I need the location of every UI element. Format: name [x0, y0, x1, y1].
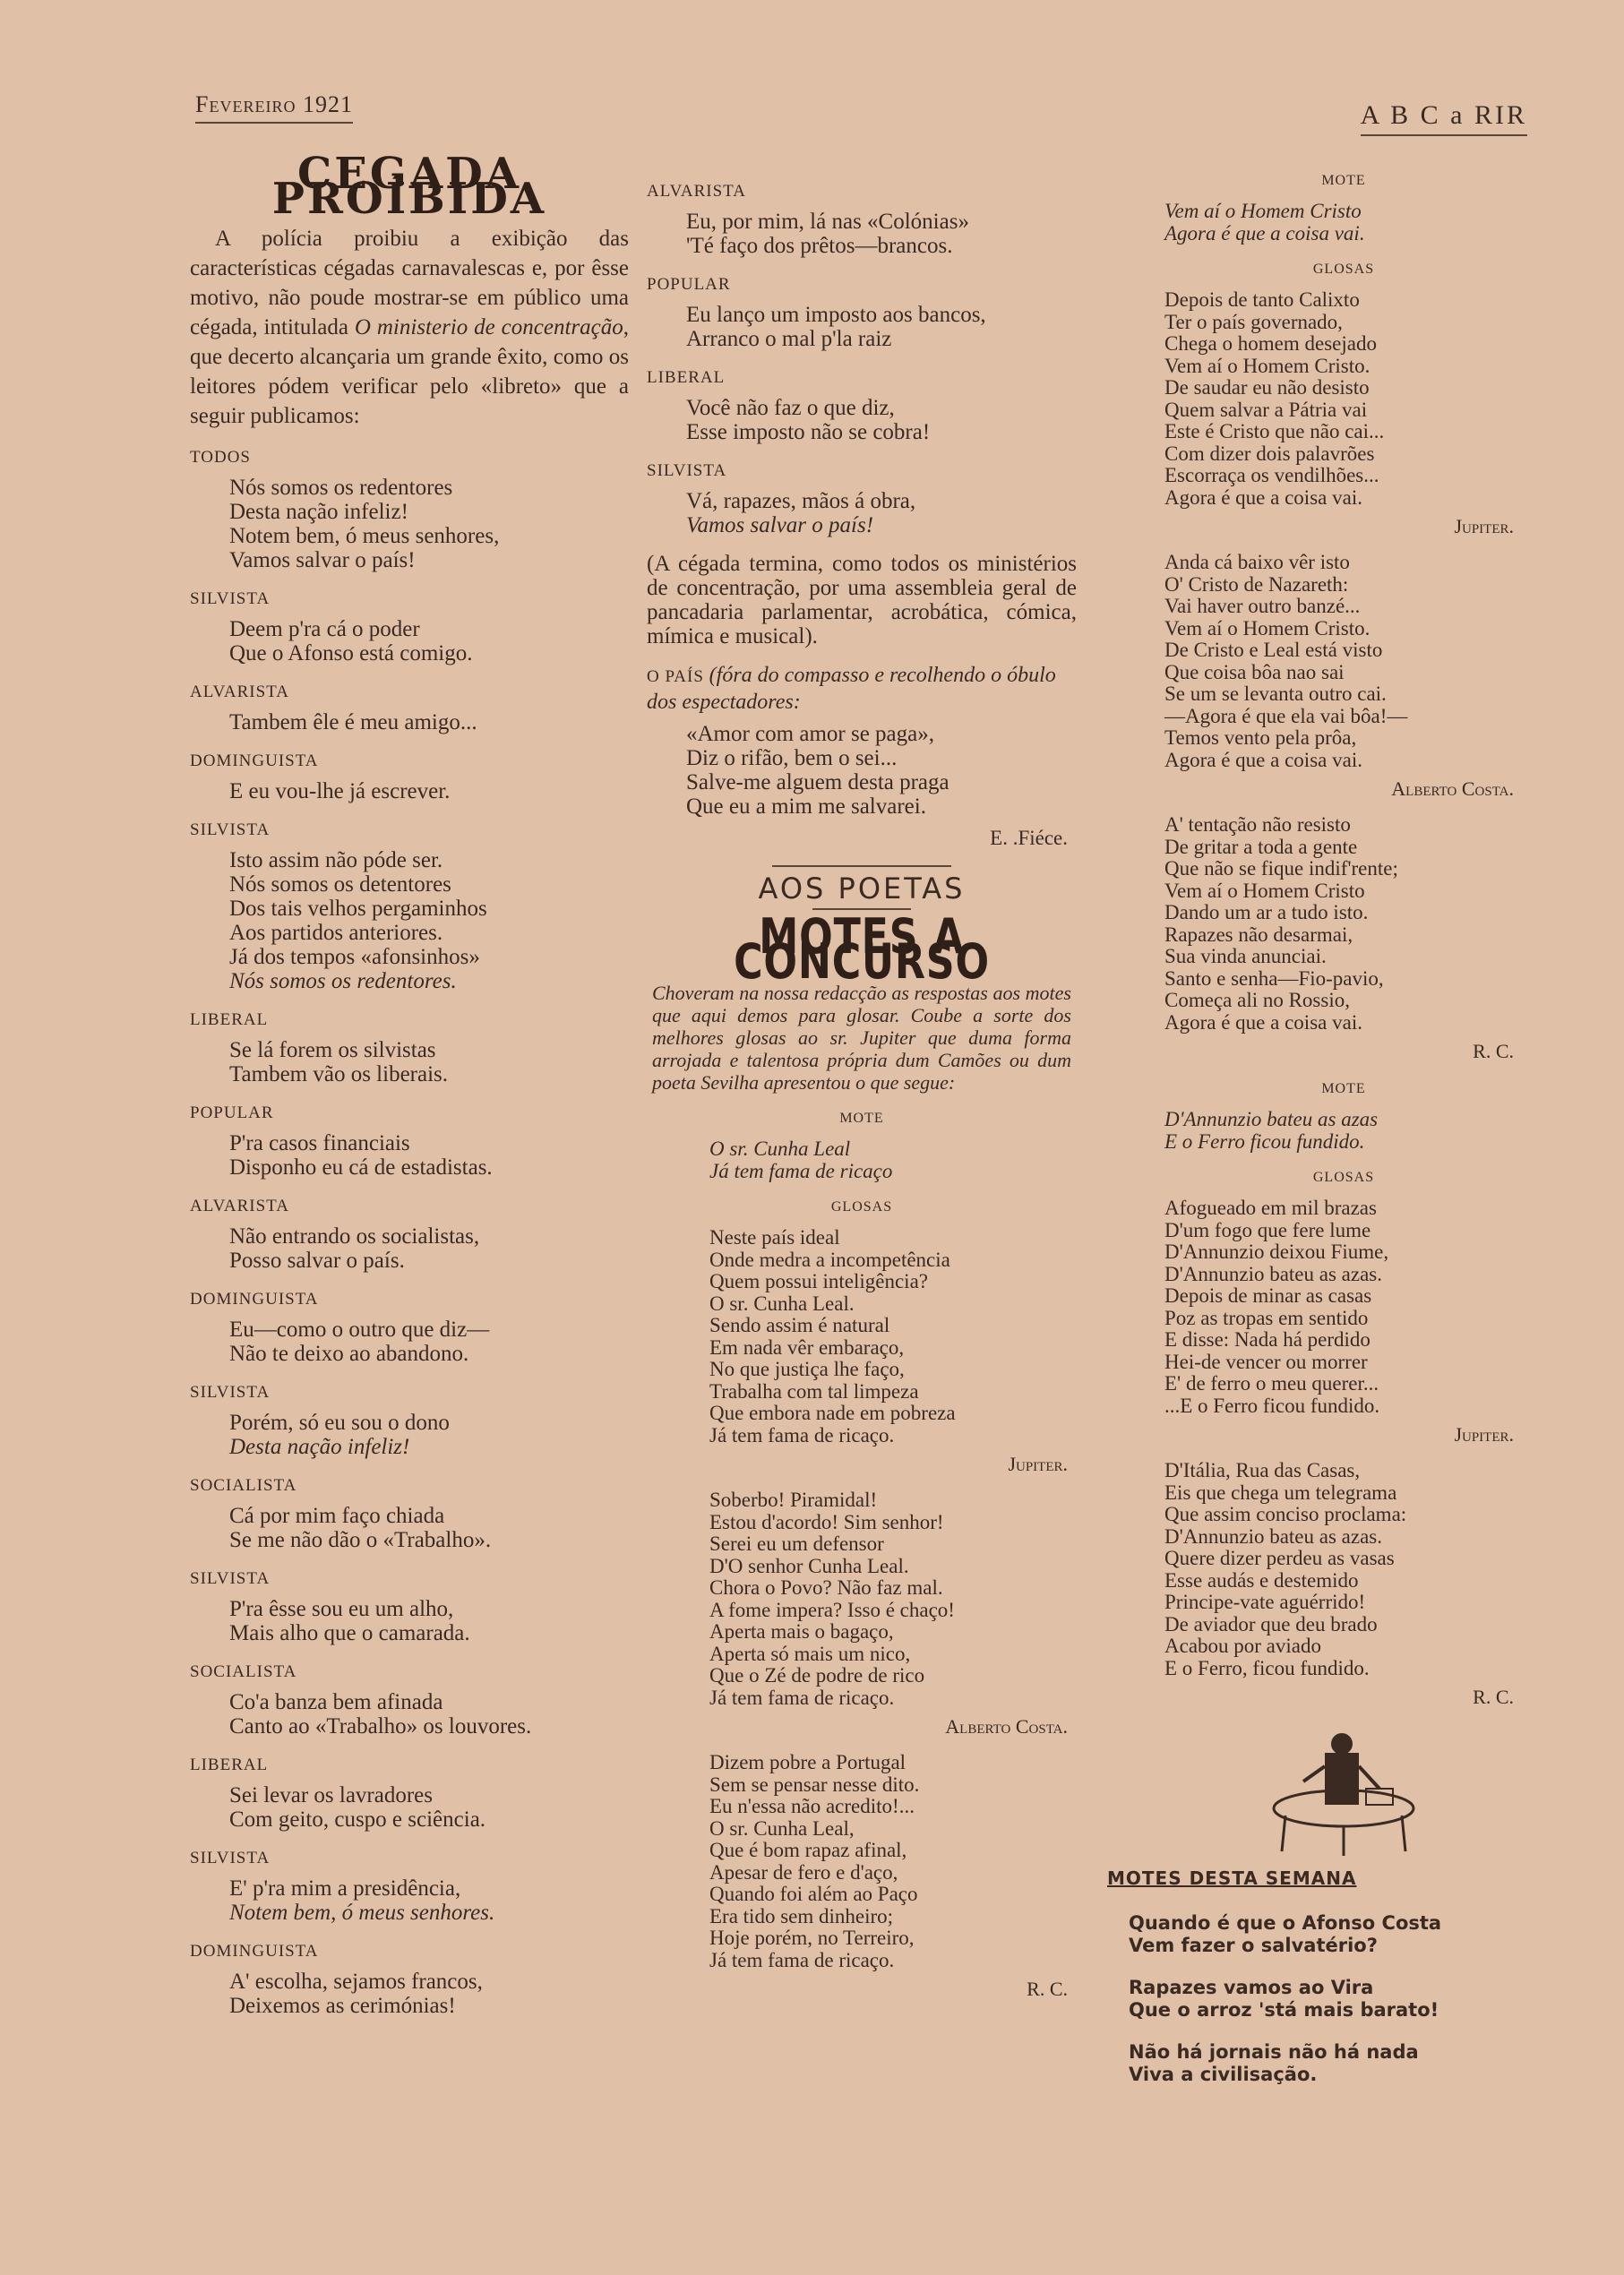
poem-line: Temos vento pela prôa,	[1164, 726, 1357, 749]
glosa-poem	[1164, 814, 1523, 1034]
motes-title: MOTES A CONCURSO	[734, 908, 990, 990]
poem-line: Acabou por aviado	[1164, 1635, 1321, 1657]
poem-line: D'Itália, Rua das Casas,	[1164, 1459, 1361, 1481]
opais-heading: O PAÍS (fóra do compasso e recolhendo o óbulo dos espectadores:	[647, 664, 1056, 714]
poem-line: Já tem fama de ricaço	[709, 1159, 893, 1182]
mote-semana-line: Não há jornais não há nada	[1129, 2041, 1419, 2063]
poem-line: D'Annunzio bateu as azas.	[1164, 1262, 1383, 1285]
poem-line: Estou d'acordo! Sim senhor!	[709, 1510, 944, 1533]
poem-line: Esse audás e destemido	[1164, 1568, 1359, 1592]
verse-block	[229, 476, 629, 572]
poem-line: E o Ferro ficou fundido.	[1164, 1129, 1365, 1153]
speaker-label: ALVARISTA	[190, 1197, 289, 1215]
verse-block	[229, 779, 629, 803]
verse-line: Cá por mim faço chiada	[229, 1504, 445, 1528]
mote-text	[709, 1138, 1077, 1182]
poem-line: De saudar eu não desisto	[1164, 376, 1370, 399]
poem-line: Quem salvar a Pátria vai	[1164, 398, 1368, 421]
verse-line: Que o Afonso está comigo.	[229, 641, 473, 665]
verse-block	[686, 396, 1077, 444]
poem-line: Chega o homem desejado	[1164, 332, 1377, 355]
mote-semana-line: Quando é que o Afonso Costa	[1129, 1912, 1442, 1934]
poem-line: Vai haver outro banzé...	[1164, 595, 1361, 617]
cegada-dialogue-continued	[647, 179, 1077, 537]
poem-line: Se um se levanta outro cai.	[1164, 682, 1387, 705]
glosas-label: GLOSAS	[1312, 1170, 1375, 1185]
verse-line: Desta nação infeliz!	[229, 500, 408, 524]
verse-line: Notem bem, ó meus senhores,	[229, 524, 500, 548]
poem-line: Onde medra a incompetência	[709, 1248, 950, 1271]
poem-line: Vem aí o Homem Cristo	[1164, 200, 1362, 222]
mote-text	[1164, 1109, 1523, 1153]
poem-line: E disse: Nada há perdido	[1164, 1328, 1371, 1351]
glosa-poem	[1164, 289, 1523, 509]
poem-signature: Jupiter.	[1454, 1423, 1514, 1446]
mote-semana-line: Rapazes vamos ao Vira	[1129, 1977, 1374, 1998]
speaker-label: POPULAR	[647, 275, 731, 294]
verse-block	[229, 1504, 629, 1552]
verse-line: Vamos salvar o país!	[686, 513, 874, 537]
mote-text	[1164, 201, 1523, 245]
verse-line: Você não faz o que diz,	[686, 396, 895, 420]
poem-line: Que não se fique indif'rente;	[1164, 857, 1398, 880]
verse-line: Já dos tempos «afonsinhos»	[229, 945, 480, 969]
verse-line: Disponho eu cá de estadistas.	[229, 1155, 493, 1180]
speaker-label: DOMINGUISTA	[190, 1290, 319, 1309]
speaker-label: SILVISTA	[190, 820, 271, 839]
glosa-poem	[709, 1752, 1077, 1971]
mote-semana-line: Vem fazer o salvatério?	[1129, 1935, 1378, 1956]
verse-block	[686, 489, 1077, 537]
verse-line: Esse imposto não se cobra!	[686, 420, 931, 444]
poem-line: Este é Cristo que não cai...	[1164, 420, 1385, 442]
verse-line: Não entrando os socialistas,	[229, 1224, 480, 1249]
verse-block	[229, 1876, 629, 1925]
verse-line: 'Té faço dos prêtos—brancos.	[686, 234, 953, 258]
poem-line: No que justiça lhe faço,	[709, 1358, 905, 1380]
verse-line: Eu—como o outro que diz—	[229, 1318, 490, 1342]
verse-line: Arranco o mal p'la raiz	[686, 327, 892, 351]
verse-block	[229, 1131, 629, 1180]
poem-line: O' Cristo de Nazareth:	[1164, 572, 1349, 596]
verse-line: Nós somos os detentores	[229, 872, 451, 897]
cegada-title: CEGADA PROÍBIDA	[271, 149, 547, 224]
verse-block	[229, 710, 629, 734]
cegada-dialogue	[190, 445, 629, 2018]
verse-block	[229, 1318, 629, 1366]
poem-line: Quem possui inteligência?	[709, 1270, 928, 1292]
poem-line: Afogueado em mil brazas	[1164, 1197, 1377, 1219]
verse-line: Deixemos as cerimónias!	[229, 1994, 456, 2018]
poem-line: Que é bom rapaz afinal,	[709, 1839, 907, 1861]
verse-line: Eu, por mim, lá nas «Colónias»	[686, 210, 969, 234]
poem-line: Que eu a mim me salvarei.	[686, 794, 926, 819]
mote-semana-item	[1129, 1977, 1523, 2022]
poem-line: Sem se pensar nesse dito.	[709, 1773, 920, 1796]
mote-label: MOTE	[1321, 173, 1366, 188]
mote-semana-item	[1129, 2041, 1523, 2086]
verse-line: Vamos salvar o país!	[229, 548, 416, 572]
glosa-poem	[709, 1227, 1077, 1447]
magazine-name: A B C a RIR	[1361, 100, 1527, 136]
poem-line: Anda cá baixo vêr isto	[1164, 551, 1350, 573]
poem-line: Soberbo! Piramidal!	[709, 1489, 878, 1511]
glosa-poem	[709, 1489, 1077, 1709]
glosa-poem	[1164, 552, 1523, 771]
poem-line: Dando um ar a tudo isto.	[1164, 901, 1369, 923]
speaker-label: SOCIALISTA	[190, 1476, 297, 1495]
glosa-poem	[1164, 1460, 1523, 1679]
poem-line: Hoje porém, no Terreiro,	[709, 1927, 915, 1949]
poem-signature: R. C.	[1027, 1978, 1068, 2000]
poem-signature: Jupiter.	[1008, 1453, 1068, 1475]
speaker-label: ALVARISTA	[647, 182, 746, 201]
verse-line: Porém, só eu sou o dono	[229, 1411, 450, 1435]
poem-line: Salve-me alguem desta praga	[686, 770, 949, 794]
motes-semana-list	[1129, 1912, 1523, 2086]
poem-line: Hei-de vencer ou morrer	[1164, 1350, 1368, 1373]
poem-line: Eis que chega um telegrama	[1164, 1481, 1397, 1504]
verse-line: Canto ao «Trabalho» os louvores.	[229, 1714, 532, 1738]
motes-semana-heading: MOTES DESTA SEMANA	[1107, 1867, 1357, 1889]
verse-line: Dos tais velhos pergaminhos	[229, 897, 487, 921]
speaker-label: POPULAR	[190, 1103, 274, 1122]
poem-line: ...E o Ferro ficou fundido.	[1164, 1394, 1380, 1417]
verse-line: Isto assim não póde ser.	[229, 848, 443, 872]
speaker-label: ALVARISTA	[190, 682, 289, 701]
poem-line: O sr. Cunha Leal.	[709, 1292, 855, 1315]
poem-line: D'Annunzio bateu as azas.	[1164, 1524, 1383, 1548]
poem-line: O sr. Cunha Leal	[709, 1138, 851, 1160]
verse-line: P'ra êsse sou eu um alho,	[229, 1597, 454, 1621]
verse-line: Se me não dão o «Trabalho».	[229, 1528, 492, 1552]
poem-line: Ter o país governado,	[1164, 310, 1343, 333]
poem-line: Que embora nade em pobreza	[709, 1402, 956, 1424]
mote-label: MOTE	[839, 1111, 884, 1126]
poem-line: Vem aí o Homem Cristo	[1164, 879, 1365, 902]
poem-line: Sendo assim é natural	[709, 1314, 890, 1336]
poem-signature: Alberto Costa.	[945, 1715, 1068, 1738]
verse-line: Nós somos os redentores	[229, 476, 453, 500]
poem-line: Chora o Povo? Não faz mal.	[709, 1576, 943, 1599]
poem-line: Com dizer dois palavrões	[1164, 442, 1375, 465]
verse-block	[229, 1411, 629, 1459]
poem-line: E' de ferro o meu querer...	[1164, 1372, 1379, 1395]
poem-line: Depois de minar as casas	[1164, 1284, 1372, 1307]
poem-line: Dizem pobre a Portugal	[709, 1751, 907, 1773]
glosa-poem	[1164, 1198, 1523, 1417]
poem-line: Rapazes não desarmai,	[1164, 923, 1353, 946]
verse-line: Tambem vão os liberais.	[229, 1062, 449, 1086]
opais-verse	[686, 722, 1077, 819]
poem-line: Já tem fama de ricaço.	[709, 1948, 895, 1971]
mote-label: MOTE	[1321, 1081, 1366, 1096]
poem-line: Quando foi além ao Paço	[709, 1883, 918, 1905]
motes-lead: Choveram na nossa redacção as respostas aos motes que aqui demos para glosar. Coube a sorte dos melhores glosas ao sr. Jupiter que duma forma arrojada e talentosa própria dum Camões ou dum poeta Sevilha apresentou o que segue:	[652, 982, 1071, 1094]
poem-line: Sua vinda anunciai.	[1164, 945, 1327, 967]
issue-date: Fevereiro 1921	[195, 91, 353, 124]
verse-block	[229, 1038, 629, 1086]
speaker-label: LIBERAL	[647, 368, 726, 387]
poem-line: Em nada vêr embaraço,	[709, 1335, 905, 1359]
poem-line: Agora é que a coisa vai.	[1164, 221, 1365, 245]
poem-line: Agora é que a coisa vai.	[1164, 485, 1362, 509]
poem-line: Agora é que a coisa vai.	[1164, 748, 1362, 771]
poem-line: A fome impera? Isso é chaço!	[709, 1598, 955, 1621]
poem-line: «Amor com amor se paga»,	[686, 722, 935, 746]
poem-line: Serei eu um defensor	[709, 1532, 884, 1555]
verse-line: E eu vou-lhe já escrever.	[229, 779, 451, 803]
glosas-label: GLOSAS	[830, 1199, 893, 1215]
poem-line: Que o Zé de podre de rico	[709, 1664, 925, 1687]
speaker-label: LIBERAL	[190, 1756, 269, 1774]
poem-line: Trabalha com tal limpeza	[709, 1379, 919, 1403]
poem-line: Neste país ideal	[709, 1226, 840, 1249]
poem-line: Escorraça os vendilhões...	[1164, 464, 1379, 486]
poem-line: De gritar a toda a gente	[1164, 835, 1358, 858]
poem-line: Que assim conciso proclama:	[1164, 1503, 1407, 1525]
verse-block	[229, 1690, 629, 1738]
poem-line: Diz o rifão, bem o sei...	[686, 746, 898, 770]
speaker-label: DOMINGUISTA	[190, 1942, 319, 1961]
verse-line: Co'a banza bem afinada	[229, 1690, 443, 1714]
speaker-label: SILVISTA	[647, 461, 727, 480]
poem-line: Principe-vate aguérrido!	[1164, 1591, 1366, 1613]
speaker-label: DOMINGUISTA	[190, 751, 319, 770]
column-middle	[647, 165, 1077, 2014]
poem-line: Apesar de fero e d'aço,	[709, 1860, 898, 1884]
poem-line: D'Annunzio deixou Fiume,	[1164, 1241, 1389, 1263]
speaker-label: SOCIALISTA	[190, 1662, 297, 1681]
speaker-label: LIBERAL	[190, 1010, 269, 1029]
verse-line: Eu lanço um imposto aos bancos,	[686, 303, 986, 327]
verse-block	[229, 617, 629, 665]
verse-block	[229, 1224, 629, 1273]
poem-line: A' tentação não resisto	[1164, 813, 1351, 836]
mote-semana-item	[1129, 1912, 1523, 1957]
verse-line: Vá, rapazes, mãos á obra,	[686, 489, 916, 513]
poem-line: D'um fogo que fere lume	[1164, 1218, 1371, 1241]
cegada-signature: E. .Fiéce.	[990, 827, 1068, 849]
verse-line: Mais alho que o camarada.	[229, 1621, 470, 1645]
column-right	[1107, 168, 1523, 2106]
poem-line: Já tem fama de ricaço.	[709, 1423, 895, 1447]
verse-line: Deem p'ra cá o poder	[229, 617, 420, 641]
aos-poetas-heading: AOS POETAS	[758, 871, 966, 906]
verse-block	[686, 303, 1077, 351]
poem-line: Depois de tanto Calixto	[1164, 288, 1360, 311]
verse-block	[229, 1783, 629, 1832]
column-cegada	[190, 149, 629, 2018]
verse-block	[229, 848, 629, 993]
speaker-label: SILVISTA	[190, 1849, 271, 1867]
mote-semana-line: Que o arroz 'stá mais barato!	[1129, 1999, 1439, 2021]
verse-line: Aos partidos anteriores.	[229, 921, 443, 945]
poem-signature: R. C.	[1473, 1686, 1514, 1708]
poem-line: Aperta mais o bagaço,	[709, 1620, 894, 1643]
poem-line: Começa ali no Rossio,	[1164, 989, 1350, 1011]
verse-line: Nós somos os redentores.	[229, 969, 457, 993]
speaker-label: TODOS	[190, 448, 251, 467]
divider	[772, 865, 951, 867]
poem-line: Santo e senha—Fio-pavio,	[1164, 966, 1384, 990]
poem-line: Agora é que a coisa vai.	[1164, 1010, 1362, 1034]
poem-line: Aperta só mais um nico,	[709, 1642, 911, 1665]
verse-line: Notem bem, ó meus senhores.	[229, 1901, 495, 1925]
verse-line: Sei levar os lavradores	[229, 1783, 434, 1807]
verse-line: A' escolha, sejamos francos,	[229, 1970, 483, 1994]
poem-line: Poz as tropas em sentido	[1164, 1306, 1369, 1329]
mote-semana-line: Viva a civilisação.	[1129, 2064, 1318, 2085]
verse-line: E' p'ra mim a presidência,	[229, 1876, 461, 1901]
poem-line: O sr. Cunha Leal,	[709, 1816, 855, 1840]
poem-line: Quere dizer perdeu as vasas	[1164, 1547, 1395, 1569]
verse-line: P'ra casos financiais	[229, 1131, 410, 1155]
cegada-intro: A polícia proibiu a exibição das características cégadas carnavalescas e, por êsse motivo, não poude mostrar-se em público uma cégada, intitulada O ministerio de concentração, que decerto alcançaria um grande êxito, como os leitores pódem verificar pelo «libreto» que a seguir publicamos:	[190, 227, 629, 428]
poem-line: D'O senhor Cunha Leal.	[709, 1554, 909, 1577]
verse-line: Tambem êle é meu amigo...	[229, 710, 477, 734]
poem-line: Eu n'essa não acredito!...	[709, 1795, 915, 1817]
speaker-label: SILVISTA	[190, 589, 271, 608]
poem-signature: R. C.	[1473, 1040, 1514, 1062]
poem-line: Que coisa bôa nao sai	[1164, 660, 1345, 683]
poem-line: De aviador que deu brado	[1164, 1612, 1378, 1635]
poem-line: Vem aí o Homem Cristo.	[1164, 354, 1371, 377]
poem-line: —Agora é que ela vai bôa!—	[1164, 704, 1408, 727]
verse-line: Desta nação infeliz!	[229, 1435, 410, 1459]
verse-line: Posso salvar o país.	[229, 1249, 405, 1273]
poem-line: Vem aí o Homem Cristo.	[1164, 616, 1371, 640]
cartoon-illustration	[1259, 1726, 1429, 1860]
glosas-label: GLOSAS	[1312, 262, 1375, 277]
verse-block	[229, 1970, 629, 2018]
poem-line: D'Annunzio bateu as azas	[1164, 1108, 1379, 1130]
poem-line: E o Ferro, ficou fundido.	[1164, 1656, 1370, 1679]
speaker-label: SILVISTA	[190, 1383, 271, 1402]
poem-signature: Jupiter.	[1454, 515, 1514, 537]
cegada-closing: (A cégada termina, como todos os ministérios de concentração, por uma assembleia geral de pancadaria parlamentar, acrobática, cómica, mímica e musical).	[647, 552, 1077, 648]
speaker-label: SILVISTA	[190, 1569, 271, 1588]
poem-line: Era tido sem dinheiro;	[709, 1904, 894, 1927]
poem-line: De Cristo e Leal está visto	[1164, 639, 1383, 661]
verse-line: Com geito, cuspo e sciência.	[229, 1807, 486, 1832]
poem-signature: Alberto Costa.	[1391, 777, 1514, 800]
verse-block	[229, 1597, 629, 1645]
poem-line: Já tem fama de ricaço.	[709, 1686, 895, 1709]
verse-line: Se lá forem os silvistas	[229, 1038, 436, 1062]
verse-line: Não te deixo ao abandono.	[229, 1342, 469, 1366]
verse-block	[686, 210, 1077, 258]
